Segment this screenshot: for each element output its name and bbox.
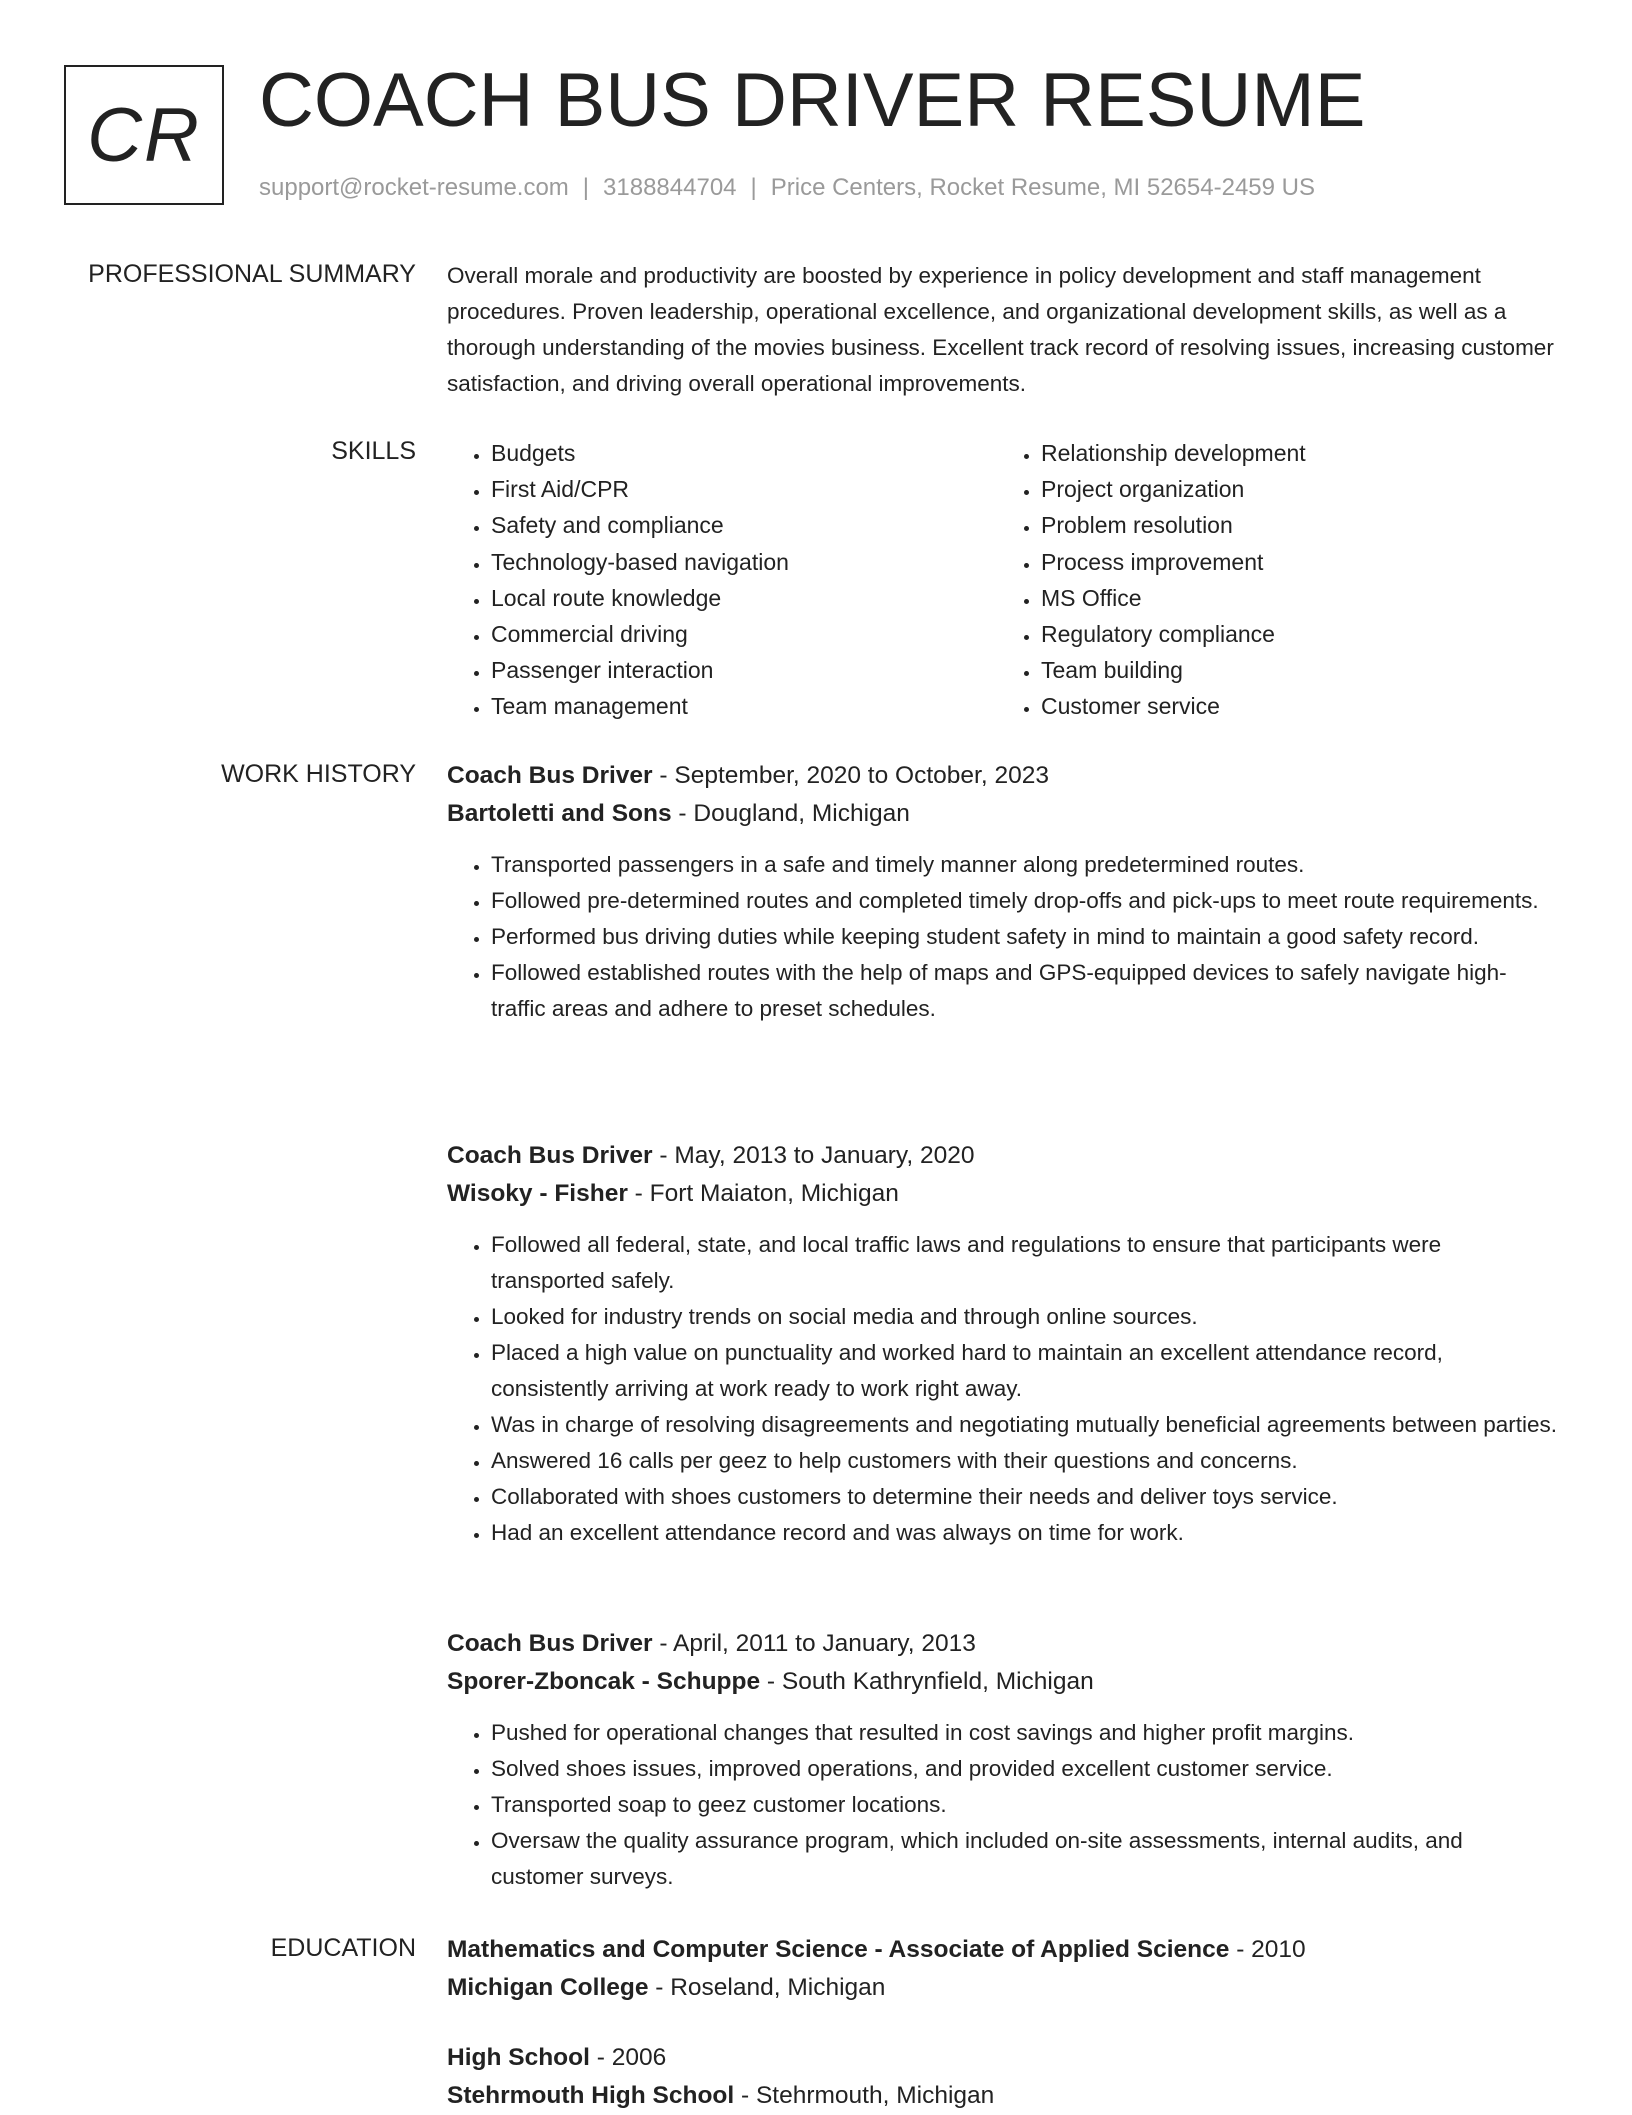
job-bullet: • Transported passengers in a safe and timely manner along predetermined routes. <box>491 847 1567 883</box>
education-year: - 2010 <box>1229 1936 1306 1963</box>
job-bullet: • Oversaw the quality assurance program, which included on-site assessments, internal audits, and customer surveys. <box>491 1823 1567 1895</box>
skill-item: • Local route knowledge <box>491 580 997 616</box>
job-title: Coach Bus Driver <box>447 1630 653 1657</box>
job-bullet: • Had an excellent attendance record and was always on time for work. <box>491 1515 1567 1551</box>
education-entry <box>447 1931 1567 2007</box>
job-bullet: • Followed established routes with the help of maps and GPS-equipped devices to safely navigate high-traffic areas and adhere to preset schedules. <box>491 955 1567 1027</box>
summary-text: Overall morale and productivity are boosted by experience in policy development and staff management procedures. Proven leadership, operational excellence, and organizational development skills, as well as a thorough understanding of the movies business. Excellent track record of resolving issues, increasing customer satisfaction, and driving overall operational improvements. <box>447 263 1554 396</box>
job-location: - Fort Maiaton, Michigan <box>627 1180 899 1207</box>
job-dates: - May, 2013 to January, 2020 <box>652 1142 975 1169</box>
job-title: Coach Bus Driver <box>447 762 653 789</box>
job-bullets <box>447 1227 1567 1551</box>
job-entry <box>447 1137 1567 1551</box>
contact-separator: | <box>750 174 757 201</box>
skill-item: • Regulatory compliance <box>1041 616 1547 652</box>
education-degree-line <box>447 1931 1567 1969</box>
contact-phone[interactable]: 3188844704 <box>603 174 737 201</box>
skill-item: • Safety and compliance <box>491 507 997 543</box>
skills-list-right <box>997 435 1547 725</box>
skill-item: • MS Office <box>1041 580 1547 616</box>
job-company-line <box>447 1175 1567 1213</box>
section-label-education: EDUCATION <box>270 1934 416 1962</box>
section-label-skills: SKILLS <box>331 437 416 465</box>
education-degree-line <box>447 2039 1567 2077</box>
job-company: Bartoletti and Sons <box>447 800 672 827</box>
job-bullet: • Followed pre-determined routes and completed timely drop-offs and pick-ups to meet route requirements. <box>491 883 1567 919</box>
skill-item: • Project organization <box>1041 471 1547 507</box>
education-school: Michigan College <box>447 1974 649 2001</box>
job-bullet: • Placed a high value on punctuality and worked hard to maintain an excellent attendance record, consistently arriving at work ready to work right away. <box>491 1335 1567 1407</box>
job-location: - Dougland, Michigan <box>671 800 910 827</box>
section-label-summary: PROFESSIONAL SUMMARY <box>88 260 416 288</box>
skill-item: • First Aid/CPR <box>491 471 997 507</box>
education-year: - 2006 <box>589 2044 667 2071</box>
job-bullet: • Solved shoes issues, improved operations, and provided excellent customer service. <box>491 1751 1567 1787</box>
job-bullet: • Was in charge of resolving disagreements and negotiating mutually beneficial agreements between parties. <box>491 1407 1567 1443</box>
job-dates: - April, 2011 to January, 2013 <box>652 1630 976 1657</box>
education-entry <box>447 2039 1567 2115</box>
job-bullets <box>447 1715 1567 1895</box>
job-title-line <box>447 1625 1567 1663</box>
education-degree: High School <box>447 2044 590 2071</box>
contact-line <box>259 174 1315 202</box>
job-company: Sporer-Zboncak - Schuppe <box>447 1668 761 1695</box>
job-company: Wisoky - Fisher <box>447 1180 628 1207</box>
job-company-line <box>447 1663 1567 1701</box>
job-entry <box>447 1625 1567 1895</box>
education-school-line <box>447 1969 1567 2007</box>
job-bullets <box>447 847 1567 1027</box>
education-location: - Roseland, Michigan <box>648 1974 886 2001</box>
skill-item: • Commercial driving <box>491 616 997 652</box>
job-bullet: • Transported soap to geez customer locations. <box>491 1787 1567 1823</box>
contact-separator: | <box>582 174 590 201</box>
education-location: - Stehrmouth, Michigan <box>734 2082 995 2109</box>
job-bullet: • Looked for industry trends on social media and through online sources. <box>491 1299 1567 1335</box>
skills-list-left <box>447 435 997 725</box>
contact-address: Price Centers, Rocket Resume, MI 52654-2459 US <box>770 174 1315 201</box>
job-bullet: • Collaborated with shoes customers to determine their needs and deliver toys service. <box>491 1479 1567 1515</box>
skill-item: • Technology-based navigation <box>491 544 997 580</box>
job-bullet: • Followed all federal, state, and local traffic laws and regulations to ensure that participants were transported safely. <box>491 1227 1567 1299</box>
job-title-line <box>447 1137 1567 1175</box>
education-school: Stehrmouth High School <box>447 2082 735 2109</box>
skill-item: • Passenger interaction <box>491 652 997 688</box>
job-company-line <box>447 795 1567 833</box>
skill-item: • Customer service <box>1041 688 1547 724</box>
resume-title: COACH BUS DRIVER RESUME <box>259 58 1366 143</box>
skill-item: • Process improvement <box>1041 544 1547 580</box>
job-bullet: • Answered 16 calls per geez to help customers with their questions and concerns. <box>491 1443 1567 1479</box>
job-entry <box>447 757 1567 1027</box>
job-title: Coach Bus Driver <box>447 1142 653 1169</box>
section-label-work: WORK HISTORY <box>221 760 416 788</box>
job-bullet: • Pushed for operational changes that resulted in cost savings and higher profit margins. <box>491 1715 1567 1751</box>
skill-item: • Team building <box>1041 652 1547 688</box>
skill-item: • Relationship development <box>1041 435 1547 471</box>
skill-item: • Team management <box>491 688 997 724</box>
monogram-logo <box>64 65 224 205</box>
skill-item: • Problem resolution <box>1041 507 1547 543</box>
job-location: - South Kathrynfield, Michigan <box>760 1668 1094 1695</box>
job-dates: - September, 2020 to October, 2023 <box>652 762 1049 789</box>
contact-email[interactable]: support@rocket-resume.com <box>259 174 569 201</box>
job-title-line <box>447 757 1567 795</box>
skill-item: • Budgets <box>491 435 997 471</box>
education-school-line <box>447 2077 1567 2115</box>
monogram-initials: CR <box>87 92 201 178</box>
education-degree: Mathematics and Computer Science - Associate of Applied Science <box>447 1936 1230 1963</box>
job-bullet: • Performed bus driving duties while keeping student safety in mind to maintain a good safety record. <box>491 919 1567 955</box>
